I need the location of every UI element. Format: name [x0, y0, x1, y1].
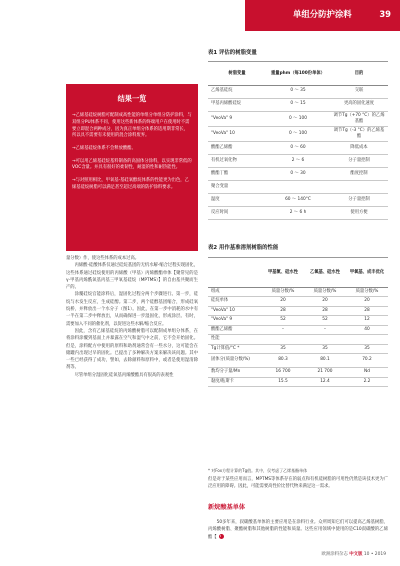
table-cell: 2 ～ 6 h [266, 207, 330, 220]
table-cell: 分子量控制 [330, 155, 388, 168]
table-cell: 28 [304, 306, 346, 316]
resin-variables-table [208, 64, 388, 220]
table-cell: 反应时间 [208, 207, 266, 220]
column-header: 甲基氯、硅水性 [262, 260, 304, 287]
table-cell: 80.3 [262, 354, 304, 368]
table-cell: 分子量控制 [330, 194, 388, 207]
table-cell: 70.2 [346, 354, 388, 368]
body-paragraph: 量分数）作，使这些体系的成本过高。 [66, 256, 140, 261]
table-cell: 0 ～ 100 [266, 111, 330, 126]
table-cell [266, 181, 330, 194]
table-cell: 20 [346, 297, 388, 307]
section-title: 单组分防护涂料 [293, 9, 352, 19]
table-cell: 52 [262, 316, 304, 326]
column-header: 乙氧基、硅水性 [304, 260, 346, 287]
table-cell: 酸酯乙烯酯 [208, 325, 262, 335]
table-row [208, 335, 388, 345]
table-row [208, 368, 388, 378]
table-cell: 调节Tg（+70 °C）的乙烯基酯 [330, 111, 388, 126]
table-cell: 0 ～ 15 [266, 98, 330, 111]
table-cell: 聚合变量 [208, 181, 266, 194]
table-cell: 0 ～ 100 [266, 126, 330, 141]
body-paragraph: 但是对于某些应用而言，MPTMS等体系存在的弱点和有机硅树脂的可用性仍然是该技术更为广泛应用的障碍。因此，可能需要高性价比替代物来满足这一需求。 [208, 477, 388, 490]
table-row [208, 325, 388, 335]
table-cell [262, 335, 304, 345]
summary-list [72, 113, 192, 191]
table-cell: 更高的固化速度 [330, 98, 388, 111]
results-summary-box [66, 84, 198, 251]
table-header-row [208, 260, 388, 287]
table-row [208, 306, 388, 316]
body-column-right-section [208, 519, 388, 541]
table-cell: 降低成本 [330, 142, 388, 155]
table-cell: – [262, 325, 304, 335]
table-row [208, 168, 388, 181]
table-row [208, 126, 388, 141]
table-cell: Nd [346, 368, 388, 378]
table-cell: 52 [304, 316, 346, 326]
table-cell: 40 [346, 325, 388, 335]
body-paragraph: 50多年来，叔碳酸基单体的主要应用是在涂料行业。众所周知它们可以提高乙烯基树脂、丙烯酸树脂、聚酯树脂和其他树脂的性能和质量。这些应用领域中使用的是C10叔碳酸的乙烯酯【 [208, 520, 388, 540]
table-cell: 35 [346, 344, 388, 354]
summary-title: 结果一览 [117, 94, 147, 103]
body-column-right [208, 476, 388, 491]
table-row [208, 297, 388, 307]
table-cell: 28 [346, 306, 388, 316]
table-cell: "VeoVa" 9 [208, 316, 262, 326]
page-header-bar [245, 0, 400, 31]
footer-publication: 欧洲涂料杂志 [321, 552, 348, 557]
table-cell: 有机过氧化物 [208, 155, 266, 168]
footer-edition: 中文版 [349, 552, 363, 557]
table-row [208, 194, 388, 207]
column-header: 目的 [330, 64, 388, 85]
table2-footnote: * 对Fox方程计算的Tg值。其中，仅考虑了乙烯基酯单体 [208, 468, 308, 473]
table-cell: 组成 [208, 287, 262, 297]
table1-top-rule [208, 61, 388, 62]
table-cell: 乙烯基硅烷 [208, 85, 266, 98]
table-cell: 数均分子量/Mn [208, 368, 262, 378]
table-cell: 20 [304, 297, 346, 307]
table-cell: 质量分数/% [304, 287, 346, 297]
table-cell: 酸酯乙烯酯 [208, 142, 266, 155]
table-cell: Tg计算值/°C * [208, 344, 262, 354]
table-cell [304, 335, 346, 345]
table-row [208, 155, 388, 168]
table-cell: 20 [262, 297, 304, 307]
table-row [208, 111, 388, 126]
table-cell: 0 ～ 35 [266, 85, 330, 98]
table-row [208, 287, 388, 297]
summary-item: →可以用乙烯基硅烷基料制备的高固体分涂料，以实现非常低的VOC含量。并具有很好的柔韧性，耐湿的性和耐热能性。 [72, 158, 192, 171]
table-cell: 质量分数/% [262, 287, 304, 297]
table-row [208, 377, 388, 387]
table-cell: 硅烷单体 [208, 297, 262, 307]
table-cell: 甲基丙烯酸硅烷 [208, 98, 266, 111]
table-cell: 固体分(质量分数/%) [208, 354, 262, 368]
table-cell: 28 [262, 306, 304, 316]
table-row [208, 316, 388, 326]
table-cell: "VeoVa" 9 [208, 111, 266, 126]
table-cell: 调节Tg（-3 °C）的乙烯基酯 [330, 126, 388, 141]
page-number: 39 [379, 9, 391, 19]
continue-arrow-icon [219, 534, 224, 539]
section-heading: 新烷酸基单体 [208, 504, 246, 511]
table-cell: "VeoVa" 10 [208, 306, 262, 316]
table-cell: 黏度/粘斯卡 [208, 377, 262, 387]
table-row [208, 207, 388, 220]
table-cell: 35 [304, 344, 346, 354]
table-cell: 0 ～ 60 [266, 142, 330, 155]
body-paragraph: 涂覆硅烷官能涂料后，湿固化过程分两个步骤进行。第一步，硅烷与水发生反应，生成硅醇。第二步，两个硅醇基团缩合，形成硅氧烷桥，并释放出一个水分子（图1）。因此，在第一步中消耗的水中有一半在第二步中释放出，从而确保进一步湿固化，形成涂层。有时，需要加入不同的催化剂，以促进这些水解/缩合反应。 [66, 292, 198, 327]
column-header [208, 260, 262, 287]
column-header: 重量phm（每100份单体） [266, 64, 330, 85]
table-cell: 80.1 [304, 354, 346, 368]
table-cell: 15.5 [262, 377, 304, 387]
table-cell: 60 ～ 140°C [266, 194, 330, 207]
table-cell: 12 [346, 316, 388, 326]
footer-issue: 10 • 2019 [363, 552, 386, 557]
table-cell: 性能 [208, 335, 262, 345]
summary-item: →乙烯基硅烷体系不会释放酸酯。 [72, 146, 136, 152]
table2-caption: 表2 用作基准溶剂树脂的性能 [208, 245, 279, 251]
table-cell [330, 181, 388, 194]
benchmark-resin-table [208, 260, 388, 387]
table-cell: 温度 [208, 194, 266, 207]
table-cell: 酯度控制 [330, 168, 388, 181]
table-cell [346, 335, 388, 345]
summary-item: →乙烯基硅烷树脂可配制成高性能的单组分单组分防护涂料，与双组分PU体系不同，使用这些新体系的终端用户在使用时不需要立即混合两种成分，因为真正单组分体系的适用期非常长，所以具不需要有未使用的混合涂料废弃。 [72, 113, 192, 139]
table-cell: 2 ～ 6 [266, 155, 330, 168]
table-cell: 质量分数/% [346, 287, 388, 297]
table2-top-rule [208, 257, 388, 258]
table-cell: 21 700 [304, 368, 346, 378]
table-cell: 16 700 [262, 368, 304, 378]
table-header-row [208, 64, 388, 85]
table-cell: 2.2 [346, 377, 388, 387]
table-row [208, 142, 388, 155]
column-header: 树脂变量 [208, 64, 266, 85]
table-row [208, 181, 388, 194]
table-cell: "VeoVa" 10 [208, 126, 266, 141]
page-footer [321, 552, 386, 558]
table-cell: 35 [262, 344, 304, 354]
table-cell: 12.4 [304, 377, 346, 387]
column-header: 甲氧基、成丰优化 [346, 260, 388, 287]
table-cell: 交联 [330, 85, 388, 98]
summary-item: →与对照用相比，甲氧基-基硅氧醇烷体系的性能更为出色，乙烯基硅烷树脂可以满足甚至超过高端的防护涂料要求。 [72, 178, 189, 190]
table-row [208, 344, 388, 354]
table-row [208, 354, 388, 368]
table-cell: – [304, 325, 346, 335]
body-paragraph: 丙烯酸-硅酸体系仅通过硅烷基团的无机水解-缩合过程实现固化，这些体系通过硅烷使用的丙烯酸（甲基）丙烯酸酯单体【聚常见的是γ-甲基丙烯酰氧基丙基三甲氧基硅烷（MPTMS）】的自由基共聚而生产的。 [66, 263, 199, 291]
table-cell: 酸酯丁酯 [208, 168, 266, 181]
table1-caption: 表1 评估的树脂变量 [208, 50, 257, 56]
body-paragraph: 因此，含有乙烯基硅烷的丙烯酸树脂可以配制成单组分体系，在将涂料涂覆到基面上并暴露在空气和湿气中之前，它不会开始固化。但是，涂料配方中使用的原料和助剂通常会有一些水分，这可能会在储罐内出现过早的固化。已提出了多种解决方案来解决该问题。其中一些已经获得了成功，譬如，去除颜料和原料中，或者是使用湿清除剂等。 [66, 328, 198, 371]
body-paragraph: 尽管单组分湿固化硅氧基丙烯酸酯具有很高的表观性 [74, 372, 174, 378]
table-cell: 使用方便 [330, 207, 388, 220]
table-cell: 0 ～ 30 [266, 168, 330, 181]
table-row [208, 85, 388, 98]
body-column-left [66, 255, 198, 379]
table-row [208, 98, 388, 111]
